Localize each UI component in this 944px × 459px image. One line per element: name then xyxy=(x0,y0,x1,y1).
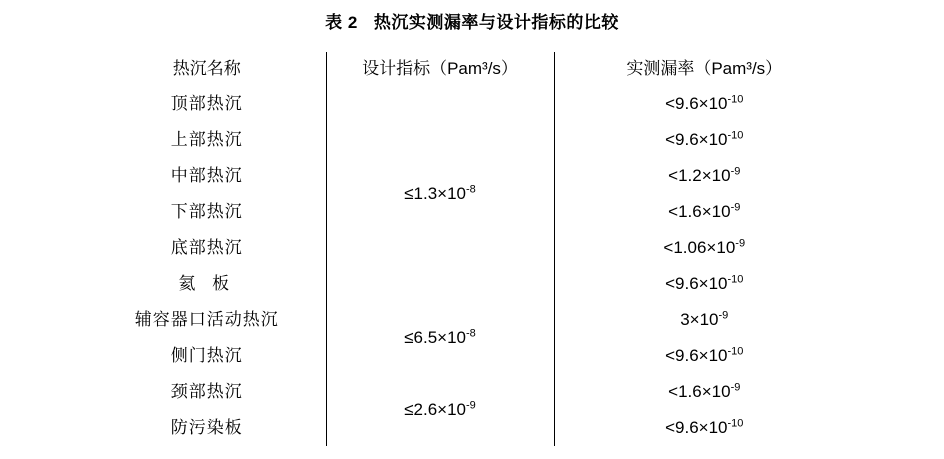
cell-sink-name: 侧门热沉 xyxy=(170,346,243,365)
measured-value-exponent: -10 xyxy=(727,417,744,430)
cell-measured-value xyxy=(554,266,854,302)
measured-value-base: <1.6×10 xyxy=(668,202,731,221)
measured-value-exponent: -9 xyxy=(730,201,741,214)
design-spec-base: ≤2.6×10 xyxy=(404,400,467,419)
leak-rate-table xyxy=(88,52,854,446)
cell-sink-name: 中部热沉 xyxy=(170,166,243,185)
table-header-row xyxy=(88,52,854,86)
design-spec-base: ≤6.5×10 xyxy=(404,328,467,347)
design-spec-exponent: -8 xyxy=(466,327,476,340)
header-cell-design: 设计指标（Pam³/s） xyxy=(326,52,554,86)
measured-value-exponent: -9 xyxy=(735,237,746,250)
cell-sink-name: 防污染板 xyxy=(170,418,243,437)
table-row xyxy=(88,86,854,122)
measured-value-base: <1.06×10 xyxy=(663,238,736,257)
table-caption-title: 热沉实测漏率与设计指标的比较 xyxy=(373,13,619,32)
design-spec-exponent: -8 xyxy=(466,183,476,196)
measured-value-exponent: -9 xyxy=(718,309,729,322)
cell-measured-value xyxy=(554,194,854,230)
cell-measured-value xyxy=(554,302,854,338)
cell-sink-name: 底部热沉 xyxy=(170,238,243,257)
measured-value-base: <9.6×10 xyxy=(665,418,728,437)
leak-rate-table-wrapper xyxy=(88,52,854,446)
cell-design-spec xyxy=(326,86,554,302)
cell-sink-name: 氦 板 xyxy=(178,274,236,293)
measured-value-base: <9.6×10 xyxy=(665,346,728,365)
measured-value-base: 3×10 xyxy=(680,310,719,329)
header-cell-name: 热沉名称 xyxy=(172,59,241,78)
cell-sink-name: 下部热沉 xyxy=(170,202,243,221)
table-caption-number: 表 2 xyxy=(325,13,358,32)
cell-sink-name: 上部热沉 xyxy=(170,130,243,149)
cell-sink-name: 顶部热沉 xyxy=(170,94,243,113)
measured-value-base: <9.6×10 xyxy=(665,130,728,149)
design-spec-exponent: -9 xyxy=(466,399,476,412)
cell-measured-value xyxy=(554,338,854,374)
table-row xyxy=(88,302,854,338)
measured-value-exponent: -9 xyxy=(730,381,741,394)
cell-measured-value xyxy=(554,230,854,266)
measured-value-base: <9.6×10 xyxy=(665,94,728,113)
table-caption xyxy=(0,8,944,33)
cell-sink-name: 颈部热沉 xyxy=(170,382,243,401)
cell-design-spec xyxy=(326,302,554,374)
measured-value-exponent: -10 xyxy=(727,129,744,142)
table-row xyxy=(88,374,854,410)
cell-measured-value xyxy=(554,122,854,158)
cell-measured-value xyxy=(554,158,854,194)
measured-value-exponent: -10 xyxy=(727,345,744,358)
measured-value-base: <9.6×10 xyxy=(665,274,728,293)
cell-measured-value xyxy=(554,410,854,446)
cell-measured-value xyxy=(554,374,854,410)
header-cell-measured: 实测漏率（Pam³/s） xyxy=(554,52,854,86)
measured-value-base: <1.6×10 xyxy=(668,382,731,401)
measured-value-exponent: -10 xyxy=(727,273,744,286)
cell-measured-value xyxy=(554,86,854,122)
design-spec-base: ≤1.3×10 xyxy=(404,184,467,203)
cell-sink-name: 辅容器口活动热沉 xyxy=(134,310,279,329)
measured-value-exponent: -10 xyxy=(727,93,744,106)
measured-value-exponent: -9 xyxy=(730,165,741,178)
measured-value-base: <1.2×10 xyxy=(668,166,731,185)
cell-design-spec xyxy=(326,374,554,446)
